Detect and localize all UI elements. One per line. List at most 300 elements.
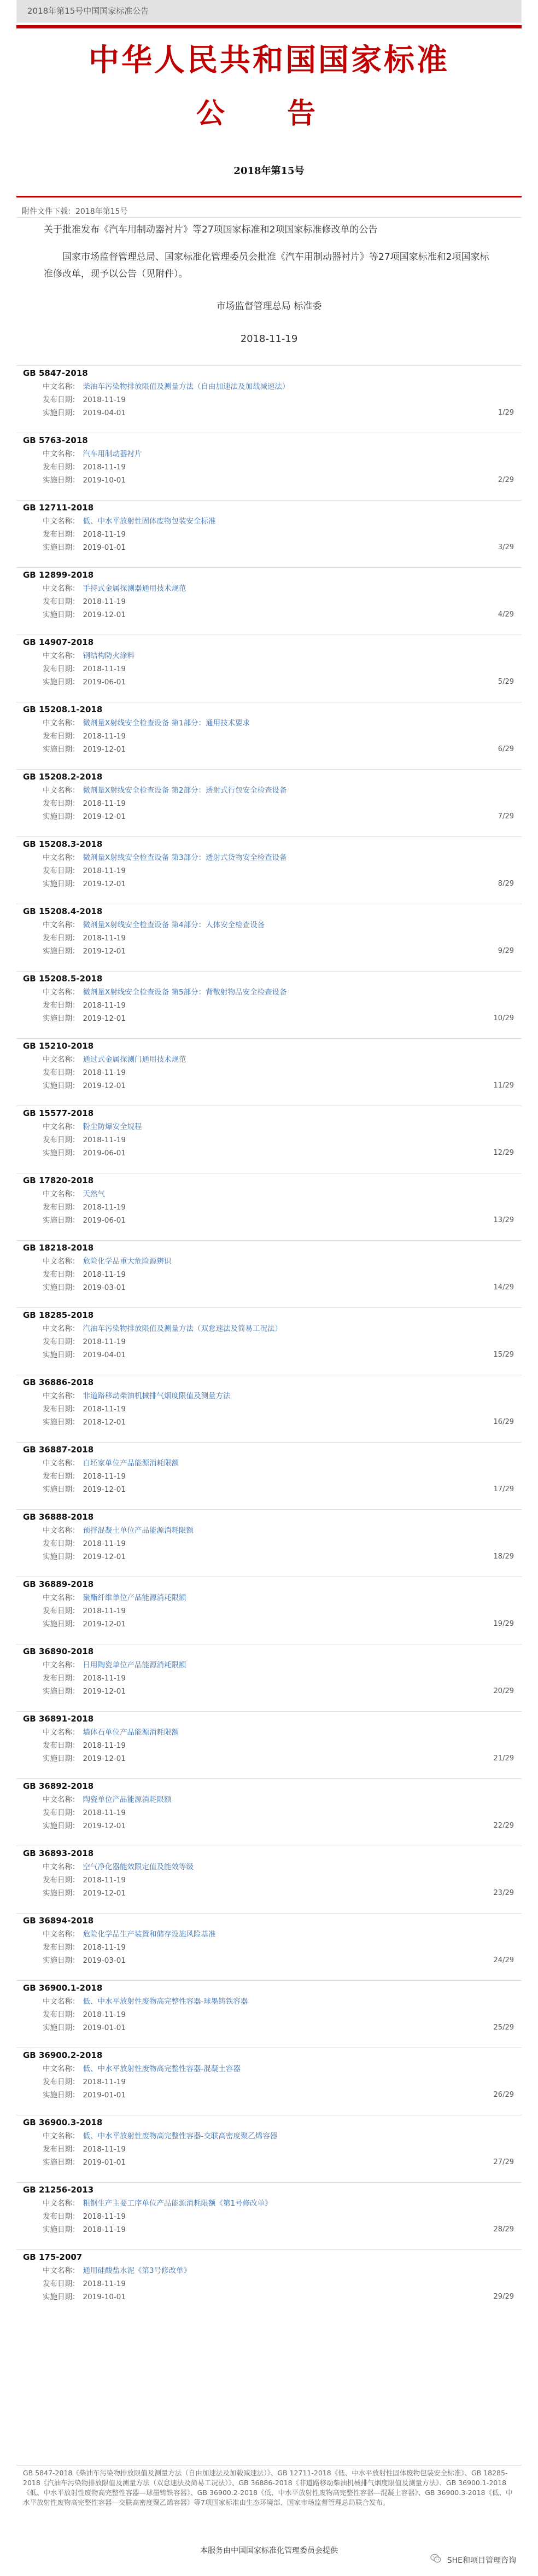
header-top-rule bbox=[16, 25, 522, 28]
release-date-row bbox=[16, 730, 522, 743]
standard-name-link[interactable]: 低、中水平放射性废物高完整性容器-球墨铸铁容器 bbox=[83, 1997, 248, 2006]
effective-label: 实施日期： bbox=[43, 1754, 80, 1763]
release-label: 发布日期： bbox=[43, 1472, 80, 1481]
page-indicator: 22/29 bbox=[493, 1822, 514, 1830]
release-date-row bbox=[16, 1470, 522, 1483]
standard-entry bbox=[16, 1038, 522, 1106]
standard-entry bbox=[16, 702, 522, 769]
name-label: 中文名称： bbox=[43, 921, 80, 929]
effective-date: 2019-12-01 bbox=[83, 1485, 126, 1494]
standard-code: GB 175-2007 bbox=[23, 2252, 83, 2262]
standard-entry bbox=[16, 1577, 522, 1644]
release-date: 2018-11-19 bbox=[83, 1674, 126, 1683]
release-label: 发布日期： bbox=[43, 665, 80, 673]
standard-entry bbox=[16, 1711, 522, 1778]
document-tab[interactable]: 2018年第15号中国国家标准公告 bbox=[27, 6, 149, 16]
release-date-row bbox=[16, 2008, 522, 2021]
standard-name-link[interactable]: 非道路移动柴油机械排气烟度限值及测量方法 bbox=[83, 1392, 231, 1400]
name-label: 中文名称： bbox=[43, 853, 80, 862]
effective-date-row bbox=[16, 676, 522, 689]
effective-date-row bbox=[16, 1281, 522, 1294]
page-indicator: 4/29 bbox=[498, 610, 514, 619]
standard-name-row bbox=[16, 784, 522, 797]
release-date: 2018-11-19 bbox=[83, 1741, 126, 1750]
standard-name-link[interactable]: 低、中水平放射性固体废物包装安全标准 bbox=[83, 517, 216, 526]
name-label: 中文名称： bbox=[43, 988, 80, 997]
effective-label: 实施日期： bbox=[43, 476, 80, 485]
standard-name-link[interactable]: 汽车用制动器衬片 bbox=[83, 450, 142, 458]
release-label: 发布日期： bbox=[43, 597, 80, 606]
release-date-row bbox=[16, 1133, 522, 1147]
standard-name-row bbox=[16, 582, 522, 595]
standard-name-link[interactable]: 危险化学品生产装置和储存设施风险基准 bbox=[83, 1930, 216, 1939]
standard-name-link[interactable]: 危险化学品重大危险源辨识 bbox=[83, 1257, 172, 1266]
standard-name-link[interactable]: 日用陶瓷单位产品能源消耗限额 bbox=[83, 1661, 186, 1670]
effective-date: 2019-06-01 bbox=[83, 1216, 126, 1225]
standard-name-link[interactable]: 手持式金属探测器通用技术规范 bbox=[83, 584, 186, 593]
release-date: 2018-11-19 bbox=[83, 2078, 126, 2086]
release-date: 2018-11-19 bbox=[83, 732, 126, 741]
standard-name-row bbox=[16, 2264, 522, 2277]
name-label: 中文名称： bbox=[43, 450, 80, 458]
standard-entry bbox=[16, 1375, 522, 1442]
effective-label: 实施日期： bbox=[43, 1485, 80, 1494]
standard-name-row bbox=[16, 1591, 522, 1604]
page-indicator: 26/29 bbox=[493, 2091, 514, 2099]
release-label: 发布日期： bbox=[43, 530, 80, 539]
name-label: 中文名称： bbox=[43, 1863, 80, 1871]
standard-code: GB 18285-2018 bbox=[23, 1310, 94, 1320]
effective-date: 2019-01-01 bbox=[83, 2091, 126, 2100]
standard-name-row bbox=[16, 1659, 522, 1672]
standard-entry bbox=[16, 1106, 522, 1173]
standard-name-row bbox=[16, 515, 522, 528]
release-date: 2018-11-19 bbox=[83, 1136, 126, 1144]
page-indicator: 18/29 bbox=[493, 1552, 514, 1561]
release-label: 发布日期： bbox=[43, 2078, 80, 2086]
release-date: 2018-11-19 bbox=[83, 934, 126, 943]
page-indicator: 11/29 bbox=[493, 1081, 514, 1090]
release-label: 发布日期： bbox=[43, 1001, 80, 1010]
wechat-icon bbox=[430, 2554, 441, 2568]
brand-label: SHE和项目管理咨询 bbox=[447, 2556, 516, 2565]
effective-label: 实施日期： bbox=[43, 1822, 80, 1830]
standard-name-link[interactable]: 预拌混凝土单位产品能源消耗限额 bbox=[83, 1526, 194, 1535]
release-date: 2018-11-19 bbox=[83, 2010, 126, 2019]
effective-date-row bbox=[16, 1550, 522, 1563]
effective-date: 2019-12-01 bbox=[83, 1014, 126, 1023]
page-indicator: 8/29 bbox=[498, 880, 514, 888]
release-label: 发布日期： bbox=[43, 1607, 80, 1615]
release-date-row bbox=[16, 662, 522, 676]
effective-date-row bbox=[16, 2021, 522, 2034]
attachment-download[interactable] bbox=[16, 204, 522, 218]
standard-code: GB 36890-2018 bbox=[23, 1647, 94, 1656]
release-date: 2018-11-19 bbox=[83, 2212, 126, 2221]
effective-date-row bbox=[16, 541, 522, 554]
name-label: 中文名称： bbox=[43, 382, 80, 391]
release-date-row bbox=[16, 2210, 522, 2223]
page-indicator: 16/29 bbox=[493, 1418, 514, 1426]
standard-code: GB 36891-2018 bbox=[23, 1714, 94, 1724]
name-label: 中文名称： bbox=[43, 2065, 80, 2073]
effective-label: 实施日期： bbox=[43, 678, 80, 687]
standard-entry bbox=[16, 1173, 522, 1240]
page-indicator: 14/29 bbox=[493, 1283, 514, 1292]
effective-date-row bbox=[16, 608, 522, 621]
notice-body: 国家市场监督管理总局、国家标准化管理委员会批准《汽车用制动器衬片》等27项国家标准和2项国家标准修改单，现予以公告（见附件）。 bbox=[44, 252, 489, 280]
standard-name-link[interactable]: 通过式金属探测门通用技术规范 bbox=[83, 1055, 186, 1064]
effective-date-row bbox=[16, 1483, 522, 1496]
effective-date: 2019-12-01 bbox=[83, 1889, 126, 1898]
standard-name-row bbox=[16, 1188, 522, 1201]
release-date: 2018-11-19 bbox=[83, 530, 126, 539]
standard-name-row bbox=[16, 1524, 522, 1537]
standard-entry bbox=[16, 904, 522, 971]
release-date-row bbox=[16, 932, 522, 945]
effective-label: 实施日期： bbox=[43, 947, 80, 956]
effective-date: 2019-12-01 bbox=[83, 1822, 126, 1830]
standard-name-link[interactable]: 微剂量X射线安全检查设备 第2部分：透射式行包安全检查设备 bbox=[83, 786, 287, 795]
effective-date-row bbox=[16, 1416, 522, 1429]
standard-name-row bbox=[16, 1322, 522, 1335]
page-indicator: 29/29 bbox=[493, 2293, 514, 2301]
standard-name-row bbox=[16, 1793, 522, 1806]
standard-entry bbox=[16, 1980, 522, 2048]
release-date: 2018-11-19 bbox=[83, 396, 126, 404]
standard-code: GB 17820-2018 bbox=[23, 1176, 94, 1185]
release-date-row bbox=[16, 2277, 522, 2290]
release-date: 2018-11-19 bbox=[83, 1943, 126, 1952]
name-label: 中文名称： bbox=[43, 2199, 80, 2208]
standard-entry bbox=[16, 836, 522, 904]
standard-name-link[interactable]: 汽油车污染物排放限值及测量方法（双怠速法及简易工况法） bbox=[83, 1324, 282, 1333]
release-date: 2018-11-19 bbox=[83, 1607, 126, 1615]
page-indicator: 27/29 bbox=[493, 2158, 514, 2166]
standard-entry bbox=[16, 2182, 522, 2249]
standard-code: GB 14907-2018 bbox=[23, 637, 94, 647]
standard-entry bbox=[16, 769, 522, 836]
effective-date: 2018-12-01 bbox=[83, 1418, 126, 1427]
standard-entry bbox=[16, 635, 522, 702]
name-label: 中文名称： bbox=[43, 1324, 80, 1333]
standard-code: GB 36886-2018 bbox=[23, 1377, 94, 1387]
standard-code: GB 36894-2018 bbox=[23, 1916, 94, 1926]
standard-code: GB 15208.3-2018 bbox=[23, 839, 103, 849]
effective-date: 2019-12-01 bbox=[83, 1754, 126, 1763]
release-date-row bbox=[16, 393, 522, 406]
name-label: 中文名称： bbox=[43, 1459, 80, 1468]
issue-date: 2018-11-19 bbox=[240, 333, 298, 345]
name-label: 中文名称： bbox=[43, 1997, 80, 2006]
standard-name-row bbox=[16, 649, 522, 662]
effective-date: 2019-12-01 bbox=[83, 1620, 126, 1629]
effective-date-row bbox=[16, 945, 522, 958]
name-label: 中文名称： bbox=[43, 1728, 80, 1737]
standard-name-row bbox=[16, 1928, 522, 1941]
standard-code: GB 36888-2018 bbox=[23, 1512, 94, 1522]
release-date-row bbox=[16, 1672, 522, 1685]
release-date: 2018-11-19 bbox=[83, 1876, 126, 1885]
standard-name-row bbox=[16, 2197, 522, 2210]
effective-date-row bbox=[16, 406, 522, 420]
page-indicator: 6/29 bbox=[498, 745, 514, 753]
effective-date-row bbox=[16, 1079, 522, 1092]
standard-name-link[interactable]: 微剂量X射线安全检查设备 第5部分：背散射物品安全检查设备 bbox=[83, 988, 287, 997]
standard-name-link[interactable]: 粗钢生产主要工序单位产品能源消耗限额《第1号修改单》 bbox=[83, 2199, 272, 2208]
standard-entry bbox=[16, 433, 522, 500]
effective-date: 2019-06-01 bbox=[83, 1149, 126, 1158]
effective-date-row bbox=[16, 2290, 522, 2304]
page-indicator: 2/29 bbox=[498, 476, 514, 484]
standard-name-link[interactable]: 天然气 bbox=[83, 1190, 105, 1199]
attachment-download-label[interactable]: 附件文件下载：2018年第15号 bbox=[22, 207, 128, 216]
release-label: 发布日期： bbox=[43, 2280, 80, 2288]
release-label: 发布日期： bbox=[43, 1203, 80, 1212]
release-date-row bbox=[16, 1268, 522, 1281]
standard-name-row bbox=[16, 1120, 522, 1133]
standard-entry bbox=[16, 1644, 522, 1711]
release-label: 发布日期： bbox=[43, 1270, 80, 1279]
standard-code: GB 36900.2-2018 bbox=[23, 2050, 103, 2060]
standard-code: GB 18218-2018 bbox=[23, 1243, 94, 1253]
release-date-row bbox=[16, 2143, 522, 2156]
page-indicator: 13/29 bbox=[493, 1216, 514, 1224]
effective-date-row bbox=[16, 1685, 522, 1698]
effective-label: 实施日期： bbox=[43, 1956, 80, 1965]
release-label: 发布日期： bbox=[43, 396, 80, 404]
standard-name-row bbox=[16, 918, 522, 932]
standard-name-link[interactable]: 空气净化器能效限定值及能效等级 bbox=[83, 1863, 194, 1871]
standard-entry bbox=[16, 500, 522, 567]
effective-label: 实施日期： bbox=[43, 812, 80, 821]
standard-entry bbox=[16, 971, 522, 1038]
effective-label: 实施日期： bbox=[43, 1552, 80, 1561]
standard-name-link[interactable]: 聚酯纤维单位产品能源消耗限额 bbox=[83, 1594, 186, 1602]
standard-code: GB 36892-2018 bbox=[23, 1781, 94, 1791]
release-date: 2018-11-19 bbox=[83, 1338, 126, 1346]
release-date-row bbox=[16, 1941, 522, 1954]
header-bottom-rule bbox=[16, 196, 522, 197]
release-date-row bbox=[16, 1201, 522, 1214]
standard-name-link[interactable]: 粉尘防爆安全规程 bbox=[83, 1123, 142, 1131]
page-indicator: 28/29 bbox=[493, 2225, 514, 2234]
standard-name-row bbox=[16, 447, 522, 461]
effective-date: 2018-11-19 bbox=[83, 2225, 126, 2234]
standard-name-link[interactable]: 钢结构防火涂料 bbox=[83, 652, 134, 660]
page-indicator: 7/29 bbox=[498, 812, 514, 821]
standard-code: GB 15208.4-2018 bbox=[23, 906, 103, 916]
effective-date: 2019-12-01 bbox=[83, 1552, 126, 1561]
release-date-row bbox=[16, 864, 522, 877]
standard-name-row bbox=[16, 1389, 522, 1403]
joint-release-note: GB 5847-2018《柴油车污染物排放限值及测量方法（自由加速法及加载减速法）》、GB 12711-2018《低、中水平放射性固体废物包装安全标准》、GB 18285-2018《汽油车污染物排放限值及测量方法（双怠速法及简易工况法）》、GB 36886-2018《非道路移动柴油机械排气烟度限值及测量方法》、GB 36900.1-2018《低、中水平放射性废物高完整性容器—球墨铸铁容器》、GB 36900.2-2018《低、中水平放射性废物高完整性容器—混凝土容器》、GB 36900.3-2018《低、中水平放射性废物高完整性容器—交联高密度聚乙烯容器》等7项国家标准由生态环境部、国家市场监督管理总局联合发布。 bbox=[23, 2469, 513, 2507]
effective-label: 实施日期： bbox=[43, 1216, 80, 1225]
standard-name-link[interactable]: 微剂量X射线安全检查设备 第1部分：通用技术要求 bbox=[83, 719, 250, 728]
name-label: 中文名称： bbox=[43, 786, 80, 795]
release-label: 发布日期： bbox=[43, 1338, 80, 1346]
release-label: 发布日期： bbox=[43, 799, 80, 808]
effective-date: 2019-12-01 bbox=[83, 880, 126, 888]
effective-date-row bbox=[16, 1954, 522, 1967]
release-date: 2018-11-19 bbox=[83, 597, 126, 606]
effective-date: 2019-12-01 bbox=[83, 947, 126, 956]
release-label: 发布日期： bbox=[43, 1674, 80, 1683]
standard-name-link[interactable]: 微剂量X射线安全检查设备 第4部分：人体安全检查设备 bbox=[83, 921, 265, 929]
standard-name-link[interactable]: 低、中水平放射性废物高完整性容器-交联高密度聚乙烯容器 bbox=[83, 2132, 278, 2141]
effective-label: 实施日期： bbox=[43, 610, 80, 619]
standard-entry bbox=[16, 2115, 522, 2182]
page-indicator: 19/29 bbox=[493, 1620, 514, 1628]
standard-code: GB 15208.1-2018 bbox=[23, 705, 103, 714]
effective-date-row bbox=[16, 810, 522, 823]
effective-date-row bbox=[16, 743, 522, 756]
standard-entry bbox=[16, 1240, 522, 1307]
standard-name-link[interactable]: 白坯家单位产品能源消耗限额 bbox=[83, 1459, 179, 1468]
notice-title: 关于批准发布《汽车用制动器衬片》等27项国家标准和2项国家标准修改单的公告 bbox=[44, 224, 378, 235]
standard-code: GB 36900.3-2018 bbox=[23, 2118, 103, 2127]
standard-code: GB 15577-2018 bbox=[23, 1108, 94, 1118]
name-label: 中文名称： bbox=[43, 1526, 80, 1535]
effective-date: 2019-12-01 bbox=[83, 812, 126, 821]
effective-date: 2019-10-01 bbox=[83, 476, 126, 485]
standard-entry bbox=[16, 1509, 522, 1577]
effective-date-row bbox=[16, 2089, 522, 2102]
effective-label: 实施日期： bbox=[43, 1620, 80, 1629]
effective-label: 实施日期： bbox=[43, 2158, 80, 2167]
release-label: 发布日期： bbox=[43, 1809, 80, 1817]
page-indicator: 24/29 bbox=[493, 1956, 514, 1964]
service-credit: 本服务由中国国家标准化管理委员会提供 bbox=[200, 2546, 338, 2555]
effective-label: 实施日期： bbox=[43, 1081, 80, 1090]
standard-entry bbox=[16, 365, 522, 433]
release-date: 2018-11-19 bbox=[83, 1809, 126, 1817]
effective-date-row bbox=[16, 877, 522, 891]
effective-date: 2019-01-01 bbox=[83, 2023, 126, 2032]
release-label: 发布日期： bbox=[43, 934, 80, 943]
standard-code: GB 5763-2018 bbox=[23, 435, 88, 445]
page-indicator: 25/29 bbox=[493, 2023, 514, 2032]
standards-list bbox=[16, 365, 522, 2317]
release-date-row bbox=[16, 1537, 522, 1550]
release-date-row bbox=[16, 1335, 522, 1348]
effective-label: 实施日期： bbox=[43, 543, 80, 552]
standard-name-link[interactable]: 微剂量X射线安全检查设备 第3部分：透射式货物安全检查设备 bbox=[83, 853, 287, 862]
release-date-row bbox=[16, 1806, 522, 1819]
name-label: 中文名称： bbox=[43, 1392, 80, 1400]
effective-label: 实施日期： bbox=[43, 745, 80, 754]
standard-code: GB 36893-2018 bbox=[23, 1848, 94, 1858]
release-date-row bbox=[16, 999, 522, 1012]
release-label: 发布日期： bbox=[43, 1136, 80, 1144]
effective-date: 2019-12-01 bbox=[83, 745, 126, 754]
release-label: 发布日期： bbox=[43, 2145, 80, 2154]
standard-name-link[interactable]: 通用硅酸盐水泥《第3号修改单》 bbox=[83, 2266, 191, 2275]
release-date: 2018-11-19 bbox=[83, 1405, 126, 1414]
effective-date: 2019-01-01 bbox=[83, 543, 126, 552]
standard-name-link[interactable]: 柴油车污染物排放限值及测量方法（自由加速法及加载减速法） bbox=[83, 382, 290, 391]
effective-date: 2019-12-01 bbox=[83, 610, 126, 619]
page-indicator: 15/29 bbox=[493, 1351, 514, 1359]
brand-watermark bbox=[430, 2554, 516, 2567]
standard-entry bbox=[16, 1442, 522, 1509]
effective-label: 实施日期： bbox=[43, 409, 80, 417]
effective-date: 2019-06-01 bbox=[83, 678, 126, 687]
effective-date-row bbox=[16, 1887, 522, 1900]
name-label: 中文名称： bbox=[43, 584, 80, 593]
effective-label: 实施日期： bbox=[43, 2225, 80, 2234]
standard-entry bbox=[16, 1846, 522, 1913]
name-label: 中文名称： bbox=[43, 2132, 80, 2141]
release-date-row bbox=[16, 2075, 522, 2089]
release-label: 发布日期： bbox=[43, 1943, 80, 1952]
release-date: 2018-11-19 bbox=[83, 2145, 126, 2154]
release-date-row bbox=[16, 1403, 522, 1416]
effective-date-row bbox=[16, 2223, 522, 2236]
release-date: 2018-11-19 bbox=[83, 1203, 126, 1212]
standard-header-title: 中华人民共和国国家标准 bbox=[89, 42, 449, 78]
effective-date-row bbox=[16, 1819, 522, 1833]
page-indicator: 17/29 bbox=[493, 1485, 514, 1493]
standard-name-link[interactable]: 墙体石单位产品能源消耗限额 bbox=[83, 1728, 179, 1737]
release-label: 发布日期： bbox=[43, 1405, 80, 1414]
standard-code: GB 12711-2018 bbox=[23, 503, 94, 513]
release-date: 2018-11-19 bbox=[83, 1539, 126, 1548]
standard-name-row bbox=[16, 1995, 522, 2008]
effective-label: 实施日期： bbox=[43, 1889, 80, 1898]
effective-label: 实施日期： bbox=[43, 1351, 80, 1359]
standard-entry bbox=[16, 2048, 522, 2115]
name-label: 中文名称： bbox=[43, 2266, 80, 2275]
standard-code: GB 21256-2013 bbox=[23, 2185, 94, 2195]
standard-name-row bbox=[16, 1255, 522, 1268]
release-label: 发布日期： bbox=[43, 1876, 80, 1885]
standard-code: GB 15210-2018 bbox=[23, 1041, 94, 1051]
standard-name-link[interactable]: 陶瓷单位产品能源消耗限额 bbox=[83, 1795, 172, 1804]
standard-entry bbox=[16, 1778, 522, 1846]
release-date-row bbox=[16, 461, 522, 474]
standard-name-row bbox=[16, 2062, 522, 2075]
standard-code: GB 15208.5-2018 bbox=[23, 974, 103, 984]
name-label: 中文名称： bbox=[43, 1055, 80, 1064]
effective-label: 实施日期： bbox=[43, 1014, 80, 1023]
release-label: 发布日期： bbox=[43, 463, 80, 472]
release-date-row bbox=[16, 1874, 522, 1887]
release-date: 2018-11-19 bbox=[83, 799, 126, 808]
release-label: 发布日期： bbox=[43, 1539, 80, 1548]
release-date: 2018-11-19 bbox=[83, 867, 126, 875]
standard-name-link[interactable]: 低、中水平放射性废物高完整性容器-混凝土容器 bbox=[83, 2065, 241, 2073]
name-label: 中文名称： bbox=[43, 1123, 80, 1131]
release-date-row bbox=[16, 528, 522, 541]
effective-date: 2019-10-01 bbox=[83, 2293, 126, 2301]
release-date: 2018-11-19 bbox=[83, 1472, 126, 1481]
release-label: 发布日期： bbox=[43, 732, 80, 741]
name-label: 中文名称： bbox=[43, 1661, 80, 1670]
effective-date-row bbox=[16, 474, 522, 487]
effective-date-row bbox=[16, 1752, 522, 1765]
release-date-row bbox=[16, 797, 522, 810]
release-date: 2018-11-19 bbox=[83, 665, 126, 673]
standard-name-row bbox=[16, 380, 522, 393]
effective-date-row bbox=[16, 1012, 522, 1025]
name-label: 中文名称： bbox=[43, 517, 80, 526]
top-tab-bar bbox=[16, 0, 522, 22]
page-indicator: 1/29 bbox=[498, 409, 514, 417]
standard-code: GB 36887-2018 bbox=[23, 1445, 94, 1455]
announcement-heading: 公 告 bbox=[196, 97, 342, 130]
announcement-number: 2018年第15号 bbox=[233, 165, 305, 177]
